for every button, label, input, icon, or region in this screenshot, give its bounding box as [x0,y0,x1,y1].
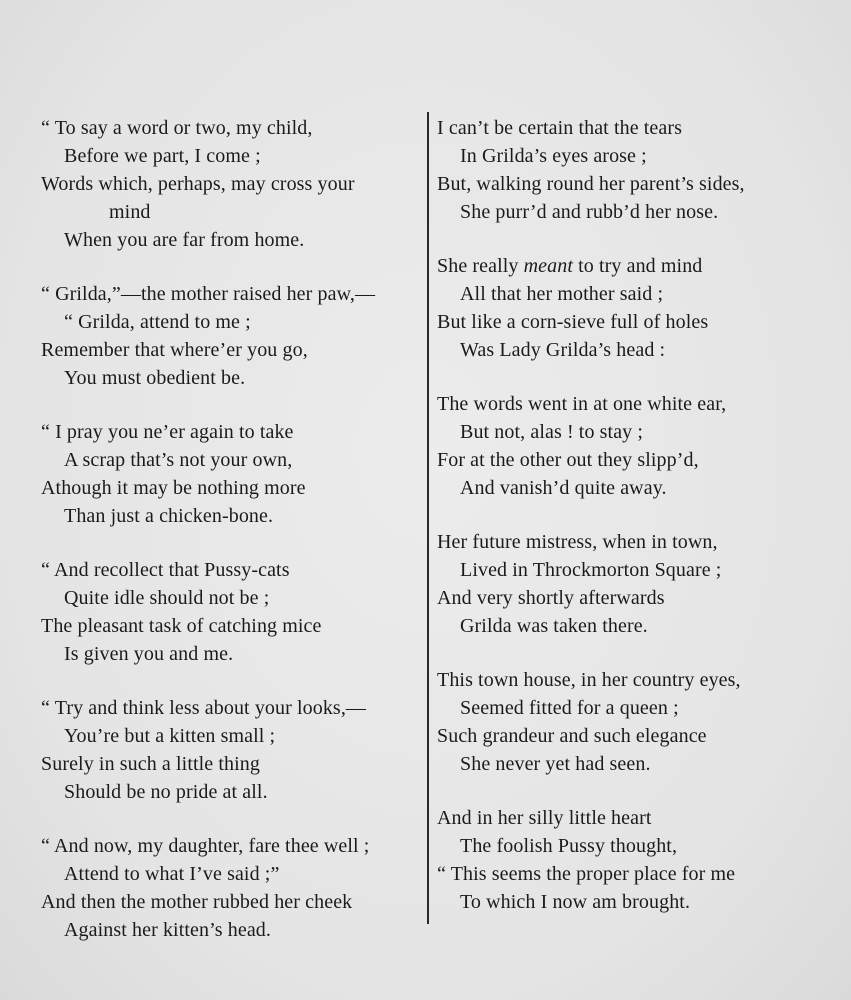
column-divider-rule [427,112,429,924]
poem-line: In Grilda’s eyes arose ; [460,145,647,167]
poem-line: But not, alas ! to stay ; [460,421,644,443]
poem-line: And very shortly afterwards [437,587,665,609]
poem-line: “ And recollect that Pussy-cats [41,559,290,581]
poem-line: Before we part, I come ; [64,145,261,167]
poem-line: mind [109,201,151,223]
stanza [437,666,837,778]
poem-line: When you are far from home. [64,229,305,251]
poem-line: And in her silly little heart [437,807,652,829]
poem-line: This town house, in her country eyes, [437,669,741,691]
left-poem-column [41,114,425,944]
poem-line: Attend to what I’ve said ;” [64,863,280,885]
poem-line: And vanish’d quite away. [460,477,667,499]
poem-line: Grilda was taken there. [460,615,648,637]
poem-line: Seemed fitted for a queen ; [460,697,679,719]
poem-line: The foolish Pussy thought, [460,835,678,857]
poem-line: “ This seems the proper place for me [437,863,736,885]
poem-line: She purr’d and rubb’d her nose. [460,201,719,223]
poem-line: Remember that where’er you go, [41,339,308,361]
poem-line: Should be no pride at all. [64,781,268,803]
poem-line: Words which, perhaps, may cross your [41,173,355,195]
stanza [437,252,837,364]
poem-line: Such grandeur and such elegance [437,725,707,747]
poem-line: For at the other out they slipp’d, [437,449,699,471]
stanza [437,390,837,502]
poem-line: The words went in at one white ear, [437,393,727,415]
poem-line: You’re but a kitten small ; [64,725,276,747]
poem-line: “ Grilda, attend to me ; [64,311,251,333]
poem-line: She really meant to try and mind [437,255,703,277]
poem-line: But like a corn-sieve full of holes [437,311,709,333]
stanza [437,804,837,916]
poem-line: “ I pray you ne’er again to take [41,421,294,443]
poem-line: Than just a chicken-bone. [64,505,274,527]
poem-line: “ Try and think less about your looks,— [41,697,367,719]
stanza [41,832,425,944]
poem-line: I can’t be certain that the tears [437,117,683,139]
poem-line: Her future mistress, when in town, [437,531,718,553]
stanza [41,280,425,392]
stanza [41,418,425,530]
poem-line: She never yet had seen. [460,753,651,775]
poem-line: “ Grilda,”—the mother raised her paw,— [41,283,376,305]
poem-line: And then the mother rubbed her cheek [41,891,353,913]
poem-line: A scrap that’s not your own, [64,449,293,471]
poem-line: “ And now, my daughter, fare thee well ; [41,835,370,857]
stanza [41,114,425,254]
poem-line: But, walking round her parent’s sides, [437,173,745,195]
poem-line: Surely in such a little thing [41,753,260,775]
poem-line: The pleasant task of catching mice [41,615,322,637]
right-poem-column [437,114,837,916]
stanza [437,114,837,226]
stanza [41,556,425,668]
poem-line: All that her mother said ; [460,283,664,305]
poem-line: “ To say a word or two, my child, [41,117,313,139]
stanza [41,694,425,806]
poem-line: Is given you and me. [64,643,234,665]
poem-line: Was Lady Grilda’s head : [460,339,666,361]
stanza [437,528,837,640]
poem-line: Against her kitten’s head. [64,919,271,941]
poem-line: To which I now am brought. [460,891,691,913]
poem-line: Quite idle should not be ; [64,587,270,609]
poem-line: Athough it may be nothing more [41,477,306,499]
poem-line: Lived in Throckmorton Square ; [460,559,722,581]
poem-line: You must obedient be. [64,367,246,389]
